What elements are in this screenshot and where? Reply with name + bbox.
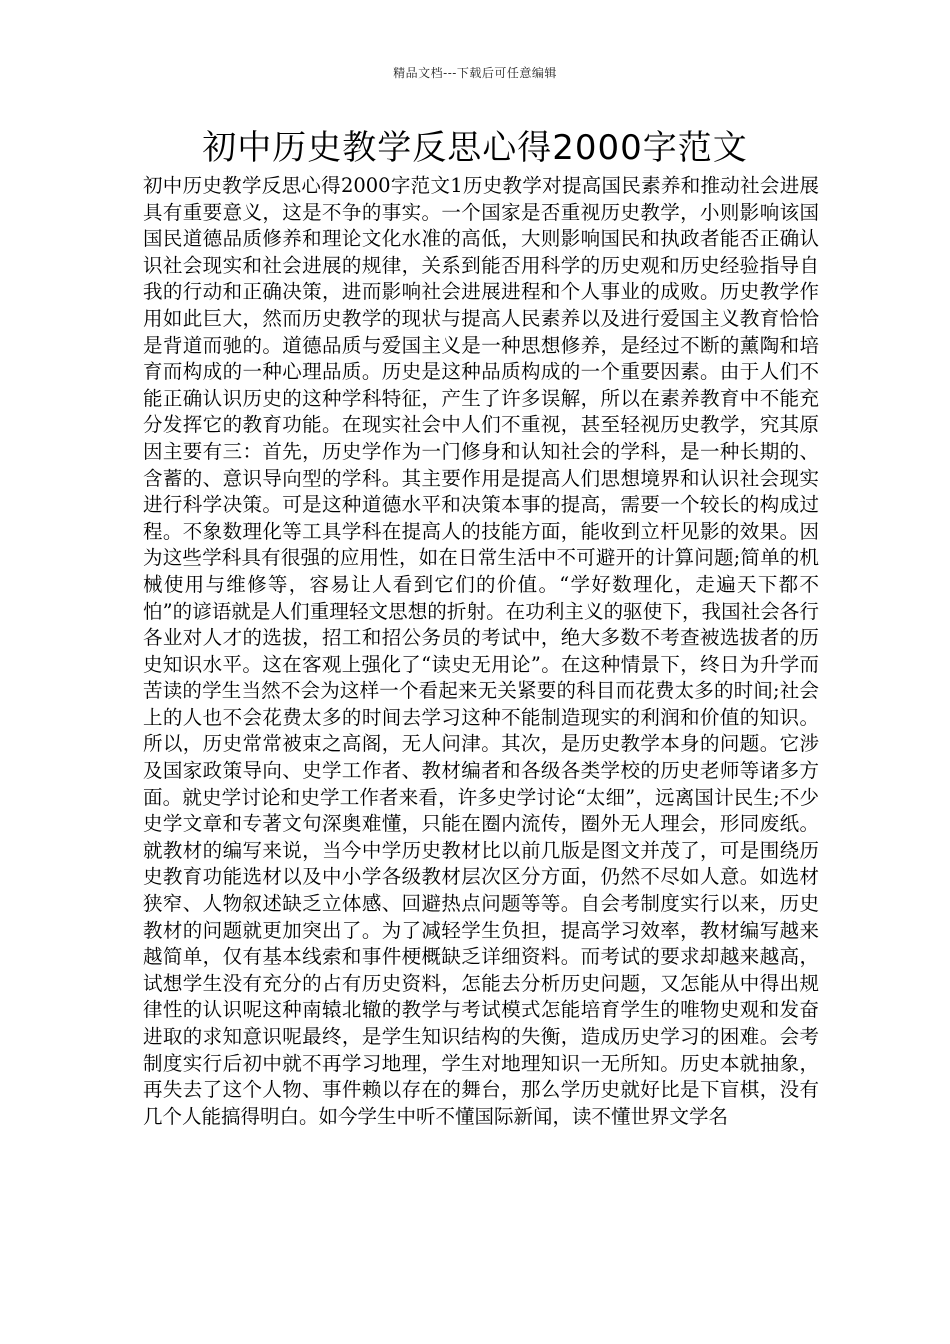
document-body: 初中历史教学反思心得2000字范文1历史教学对提高国民素养和推动社会进展具有重要意义，这是不争的事实。一个国家是否重视历史教学，小则影响该国国民道德品质修养和理论文化水准的高低，大则影响国民和执政者能否正确认识社会现实和社会进展的规律，关系到能否用科学的历史观和历史经验指导自我的行动和正确决策，进而影响社会进展进程和个人事业的成败。历史教学作用如此巨大，然而历史教学的现状与提高人民素养以及进行爱国主义教育恰恰是背道而驰的。道德品质与爱国主义是一种思想修养，是经过不断的薰陶和培育而构成的一种心理品质。历史是这种品质构成的一个重要因素。由于人们不能正确认识历史的这种学科特征，产生了许多误解，所以在素养教育中不能充分发挥它的教育功能。在现实社会中人们不重视，甚至轻视历史教学，究其原因主要有三：首先，历史学作为一门修身和认知社会的学科，是一种长期的、含蓄的、意识导向型的学科。其主要作用是提高人们思想境界和认识社会现实进行科学决策。可是这种道德水平和决策本事的提高，需要一个较长的构成过程。不象数理化等工具学科在提高人的技能方面，能收到立杆见影的效果。因为这些学科具有很强的应用性，如在日常生活中不可避开的计算问题;简单的机械使用与维修等，容易让人看到它们的价值。“学好数理化，走遍天下都不怕”的谚语就是人们重理轻文思想的折射。在功利主义的驱使下，我国社会各行各业对人才的选拔，招工和招公务员的考试中，绝大多数不考查被选拔者的历史知识水平。这在客观上强化了“读史无用论”。在这种情景下，终日为升学而苦读的学生当然不会为这样一个看起来无关紧要的科目而花费太多的时间;社会上的人也不会花费太多的时间去学习这种不能制造现实的利润和价值的知识。所以，历史常常被束之高阁，无人问津。其次，是历史教学本身的问题。它涉及国家政策导向、史学工作者、教材编者和各级各类学校的历史老师等诸多方面。就史学讨论和史学工作者来看，许多史学讨论“太细”，远离国计民生;不少史学文章和专著文句深奥难懂，只能在圈内流传，圈外无人理会，形同废纸。就教材的编写来说，当今中学历史教材比以前几版是图文并茂了，可是围绕历史教育功能选材以及中小学各级教材层次区分方面，仍然不尽如人意。如选材狭窄、人物叙述缺乏立体感、回避热点问题等等。自会考制度实行以来，历史教材的问题就更加突出了。为了减轻学生负担，提高学习效率，教材编写越来越简单，仅有基本线索和事件梗概缺乏详细资料。而考试的要求却越来越高，试想学生没有充分的占有历史资料，怎能去分析历史问题，又怎能从中得出规律性的认识呢这种南辕北辙的教学与考试模式怎能培育学生的唯物史观和发奋进取的求知意识呢最终，是学生知识结构的失衡，造成历史学习的困难。会考制度实行后初中就不再学习地理，学生对地理知识一无所知。历史本就抽象，再失去了这个人物、事件赖以存在的舞台，那么学历史就好比是下盲棋，没有几个人能搞得明白。如今学生中听不懂国际新闻，读不懂世界文学名 — [143, 174, 819, 1128]
document-title: 初中历史教学反思心得2000字范文 — [202, 128, 748, 168]
header-note: 精品文档---下载后可任意编辑 — [393, 66, 557, 80]
